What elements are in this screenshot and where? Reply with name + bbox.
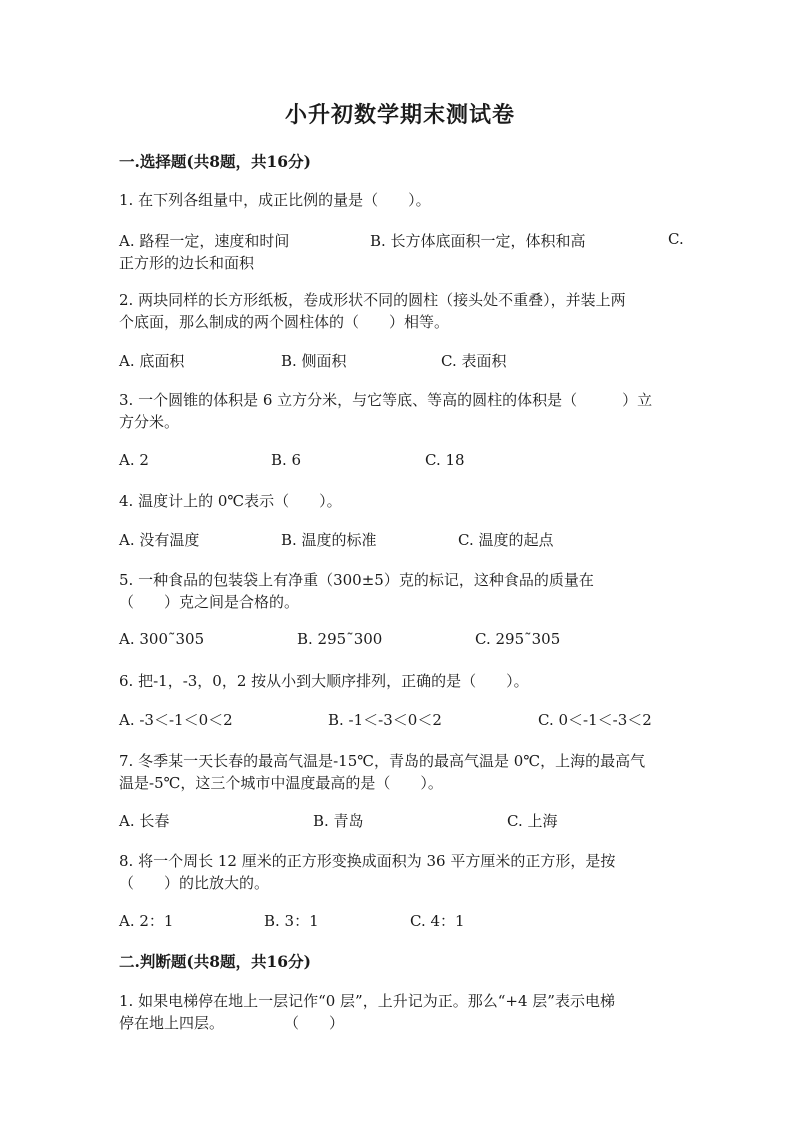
question-5-line-1: 5. 一种食品的包装袋上有净重（300±5）克的标记，这种食品的质量在 (119, 571, 594, 589)
q3-option-c: C. 18 (425, 451, 465, 469)
question-4: 4. 温度计上的 0℃表示（ ）。 (119, 492, 342, 510)
q4-option-c: C. 温度的起点 (458, 531, 554, 549)
question-3-line-1: 3. 一个圆锥的体积是 6 立方分米，与它等底、等高的圆柱的体积是（ ）立 (119, 391, 653, 409)
q2-option-c: C. 表面积 (441, 352, 507, 370)
question-3-line-2: 方分米。 (119, 413, 180, 431)
question-1: 1. 在下列各组量中，成正比例的量是（ ）。 (119, 191, 431, 209)
q6-option-a: A. -3＜-1＜0＜2 (119, 711, 233, 729)
question-2-line-2: 个底面，那么制成的两个圆柱体的（ ）相等。 (119, 313, 450, 331)
judgement-1-line-1: 1. 如果电梯停在地上一层记作“0 层”，上升记为正。那么“+4 层”表示电梯 (119, 992, 615, 1010)
judgement-1-line-2: 停在地上四层。 （ ） (119, 1014, 345, 1032)
q7-option-b: B. 青岛 (313, 812, 364, 830)
q3-option-b: B. 6 (271, 451, 302, 469)
question-6: 6. 把-1，-3，0，2 按从小到大顺序排列，正确的是（ ）。 (119, 672, 529, 690)
section-heading-multiple-choice: 一.选择题(共8题，共16分) (119, 152, 311, 171)
q6-option-b: B. -1＜-3＜0＜2 (328, 711, 442, 729)
q7-option-c: C. 上海 (507, 812, 558, 830)
q6-option-c: C. 0＜-1＜-3＜2 (538, 711, 652, 729)
question-8-line-2: （ ）的比放大的。 (119, 874, 270, 892)
q5-option-a: A. 300˜305 (119, 630, 205, 648)
q1-option-a: A. 路程一定，速度和时间 (119, 232, 290, 250)
question-7-line-2: 温是-5℃，这三个城市中温度最高的是（ ）。 (119, 774, 443, 792)
q2-option-a: A. 底面积 (119, 352, 185, 370)
q2-option-b: B. 侧面积 (281, 352, 347, 370)
q1-option-b: B. 长方体底面积一定，体积和高 (370, 232, 586, 250)
q4-option-a: A. 没有温度 (119, 531, 200, 549)
q8-option-c: C. 4：1 (410, 912, 465, 930)
q8-option-a: A. 2：1 (119, 912, 174, 930)
question-7-line-1: 7. 冬季某一天长春的最高气温是-15℃，青岛的最高气温是 0℃，上海的最高气 (119, 752, 646, 770)
q7-option-a: A. 长春 (119, 812, 170, 830)
q5-option-b: B. 295˜300 (297, 630, 383, 648)
question-2-line-1: 2. 两块同样的长方形纸板，卷成形状不同的圆柱（接头处不重叠），并装上两 (119, 291, 626, 309)
q1-option-c: C. (668, 230, 684, 248)
page-title: 小升初数学期末测试卷 (284, 102, 515, 128)
q8-option-b: B. 3：1 (264, 912, 319, 930)
q3-option-a: A. 2 (119, 451, 149, 469)
question-5-line-2: （ ）克之间是合格的。 (119, 593, 300, 611)
question-8-line-1: 8. 将一个周长 12 厘米的正方形变换成面积为 36 平方厘米的正方形，是按 (119, 852, 616, 870)
q1-option-c-text: 正方形的边长和面积 (119, 254, 255, 272)
q4-option-b: B. 温度的标准 (281, 531, 377, 549)
section-heading-true-false: 二.判断题(共8题，共16分) (119, 952, 311, 971)
q5-option-c: C. 295˜305 (475, 630, 561, 648)
